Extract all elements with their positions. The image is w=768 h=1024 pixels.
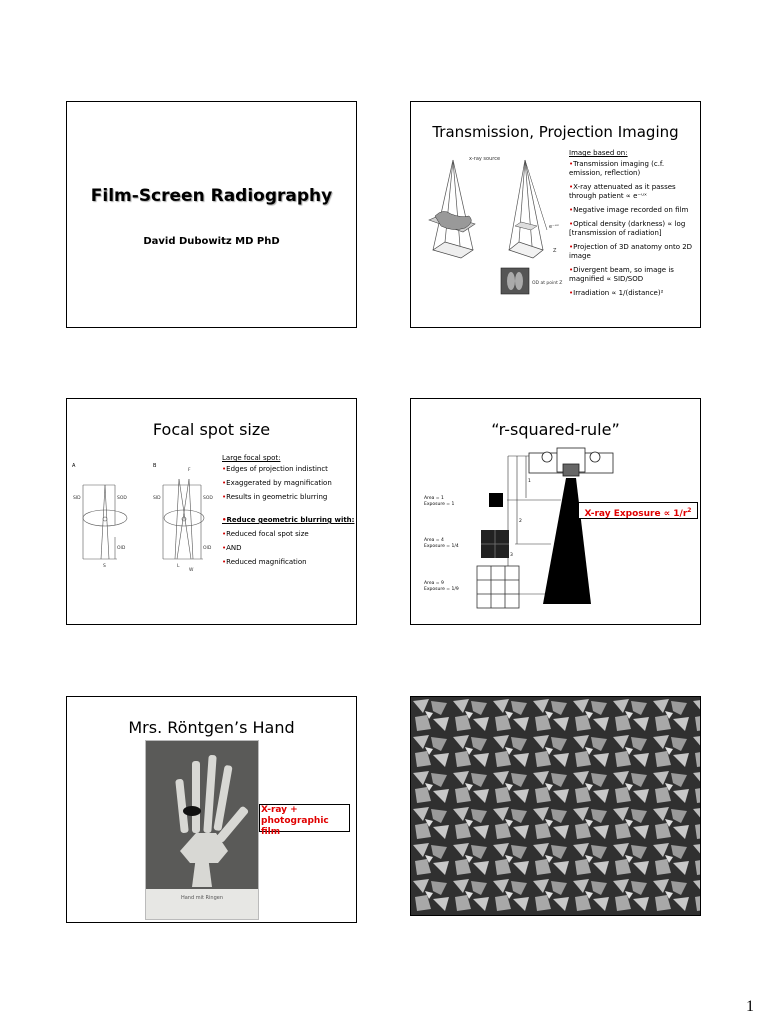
slide-3-bullet-header: Large focal spot:	[222, 454, 281, 462]
projection-diagram	[415, 150, 565, 300]
bullet-item: •Irradiation ∝ 1/(distance)²	[569, 289, 664, 297]
area-9-label: Area = 9	[424, 581, 444, 586]
distance-2: 2	[519, 519, 522, 524]
bullet-item: •Projection of 3D anatomy onto 2D image	[569, 243, 693, 260]
slide-1-title: Film-Screen Radiography	[90, 186, 333, 206]
slide-2	[410, 101, 701, 328]
bullet-item: •AND	[222, 544, 242, 552]
attenuation-label: e⁻ᵘˣ	[549, 224, 559, 230]
crystal-micrograph	[411, 697, 701, 916]
diagram-a-label: A	[72, 463, 76, 469]
bullet-item: •Reduced magnification	[222, 558, 307, 566]
bullet-item: •Optical density (darkness) ∝ log [transmission of radiation]	[569, 220, 686, 237]
area-1-exposure: Exposure = 1	[424, 502, 455, 507]
slide-1	[66, 101, 357, 328]
slide-5-title: Mrs. Röntgen’s Hand	[128, 718, 295, 737]
x-ray-tube	[529, 448, 613, 476]
exposure-callout: X-ray Exposure ∝ $1/r^2$	[578, 502, 698, 519]
page-number: 1	[746, 998, 754, 1015]
bullet-item: •Exaggerated by magnification	[222, 479, 332, 487]
area-1-square	[489, 493, 503, 507]
l-label: L	[177, 564, 180, 569]
slide-4	[410, 398, 701, 625]
bullet-item: •X-ray attenuated as it passes through patient ∝ e⁻ᵘˣ	[569, 183, 676, 200]
x-ray-beam	[543, 478, 591, 604]
panel-b	[163, 479, 204, 559]
area-9-grid	[477, 566, 519, 608]
slide-3-bullets	[222, 454, 356, 572]
focal-spot-diagram	[69, 457, 219, 592]
x-ray-source-label: x-ray source	[469, 156, 501, 162]
slide-2-title: Transmission, Projection Imaging	[432, 123, 679, 141]
area-4-label: Area = 4	[424, 538, 444, 543]
hand-caption: Hand mit Ringen	[180, 895, 224, 901]
z-label: Z	[553, 248, 557, 254]
sid-label-a: SID	[73, 496, 81, 501]
sod-label-a: SOD	[117, 496, 127, 501]
bullet-item: •Reduced focal spot size	[222, 530, 309, 538]
slide-2-bullets	[569, 149, 699, 303]
bullet-item: •Edges of projection indistinct	[222, 465, 328, 473]
distance-3: 3	[510, 553, 513, 558]
oid-label-a: OID	[117, 546, 126, 551]
hand-xray-image	[145, 740, 259, 920]
diagram-b-label: B	[153, 463, 157, 469]
slide-1-author: David Dubowitz MD PhD	[143, 236, 280, 247]
right-projection-pyramid	[509, 160, 547, 258]
bullet-item: •Negative image recorded on film	[569, 206, 689, 214]
bullet-item: •Divergent beam, so image is magnified ∝ SID/SOD	[569, 266, 674, 283]
slide-3	[66, 398, 357, 625]
sid-label-b: SID	[153, 496, 161, 501]
xray-film-callout: X-ray + photographic film	[259, 804, 350, 832]
reduce-header: •Reduce geometric blurring with:	[222, 516, 355, 524]
left-projection-pyramid	[429, 160, 475, 258]
chest-xray-thumbnail	[501, 268, 529, 294]
w-label: W	[189, 568, 194, 573]
area-4-exposure: Exposure = 1/4	[424, 544, 459, 549]
area-9-exposure: Exposure = 1/9	[424, 587, 459, 592]
slide-4-title: “r-squared-rule”	[491, 420, 620, 439]
area-4-grid	[481, 530, 509, 558]
bullet-item: •Transmission imaging (c.f. emission, reflection)	[569, 160, 665, 177]
slide-6	[410, 696, 701, 916]
hand-bones	[146, 741, 258, 889]
f-label: F	[188, 468, 191, 473]
area-1-label: Area = 1	[424, 496, 444, 501]
inverse-square-diagram	[411, 444, 701, 624]
od-point-label: OD at point Z	[532, 281, 563, 286]
slide-5	[66, 696, 357, 923]
sod-label-b: SOD	[203, 496, 213, 501]
slide-2-bullet-header: Image based on:	[569, 149, 628, 157]
bullet-item: •Results in geometric blurring	[222, 493, 328, 501]
slide-3-title: Focal spot size	[152, 420, 271, 439]
ring	[183, 806, 201, 816]
oid-label-b: OID	[203, 546, 212, 551]
s-label-a: S	[103, 564, 106, 569]
distance-1: 1	[528, 479, 531, 484]
